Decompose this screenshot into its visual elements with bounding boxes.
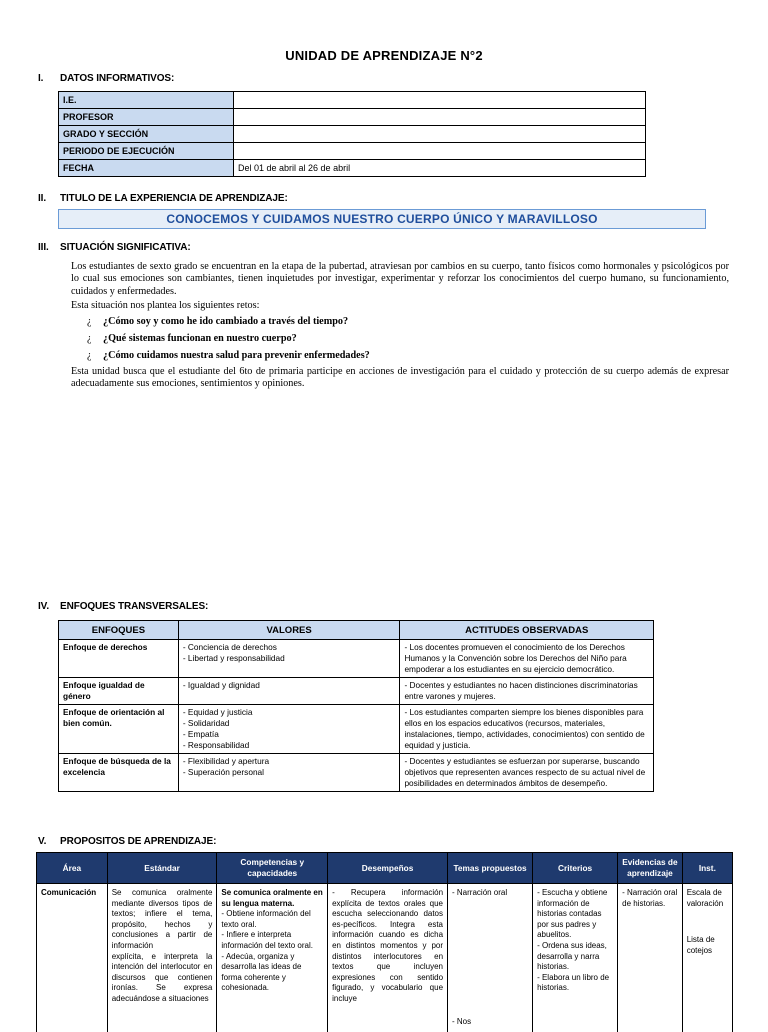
valor-item: - Superación personal — [183, 767, 396, 778]
bullet-icon: ¿ — [87, 350, 103, 362]
valores-cell — [178, 754, 400, 792]
evidencias-cell — [618, 884, 683, 1032]
actitud-cell — [400, 640, 654, 678]
section-heading-situacion: III. SITUACIÓN SIGNIFICATIVA: — [38, 242, 191, 253]
valores-list — [183, 756, 396, 778]
situacion-paragraph-1: Los estudiantes de sexto grado se encuentran en la etapa de la pubertad, atraviesan por cambios en su cuerpo, tanto físicos como hormonales y psicológicos por lo cual sus emociones son cambiantes, tienen inquietudes por investigar, experimentar y reforzar los conocimientos del cuerpo humano, su funcionamiento, cuidados y enfermedades. — [71, 261, 729, 298]
enfoques-header: ENFOQUES — [59, 621, 179, 640]
competencia-title: Se comunica oralmente en su lengua materna. — [221, 888, 323, 909]
valores-list — [183, 642, 396, 664]
datos-value — [234, 109, 646, 126]
capacidad-item: - Infiere e interpreta información del texto oral. — [221, 930, 323, 951]
tema-1: - Narración oral — [452, 888, 528, 899]
propositos-header: Inst. — [682, 853, 732, 884]
valor-item: - Flexibilidad y apertura — [183, 756, 396, 767]
datos-row — [59, 109, 646, 126]
datos-value: Del 01 de abril al 26 de abril — [234, 160, 646, 177]
estandar-text-1: Se comunica oralmente mediante diversos tipos de textos; infiere el tema, propósito, hechos y conclusiones a partir de información — [112, 888, 213, 952]
situacion-body — [71, 261, 729, 390]
enfoque-name: Enfoque de orientación al bien común. — [59, 705, 179, 754]
section-heading-datos: I. DATOS INFORMATIVOS: — [38, 73, 174, 84]
enfoques-row — [59, 640, 654, 678]
actitud-item: - Docentes y estudiantes no hacen distinciones discriminatorias entre varones y mujeres. — [404, 680, 649, 702]
valor-item: - Empatía — [183, 729, 396, 740]
enfoques-header: ACTITUDES OBSERVADAS — [400, 621, 654, 640]
page-title: UNIDAD DE APRENDIZAJE N°2 — [0, 48, 768, 63]
reto-text: ¿Cómo soy y como he ido cambiado a través del tiempo? — [103, 316, 348, 327]
section-heading-titulo: II. TITULO DE LA EXPERIENCIA DE APRENDIZAJE: — [38, 193, 288, 204]
reto-item — [87, 316, 729, 333]
valor-item: - Solidaridad — [183, 718, 396, 729]
propositos-header: Criterios — [533, 853, 618, 884]
datos-row — [59, 126, 646, 143]
datos-value — [234, 143, 646, 160]
datos-label: PROFESOR — [59, 109, 234, 126]
actitud-cell — [400, 705, 654, 754]
valor-item: - Libertad y responsabilidad — [183, 653, 396, 664]
propositos-header: Estándar — [107, 853, 217, 884]
enfoques-row — [59, 754, 654, 792]
valor-item: - Equidad y justicia — [183, 707, 396, 718]
situacion-paragraph-2: Esta situación nos plantea los siguientes retos: — [71, 300, 729, 312]
desempeno-text: - Recupera información explícita de textos orales que escucha seleccionando datos es-pecíficos. Integra esta información cuando es dicha en distintos momentos y por distintos interlocutores en textos que incluyen expresiones con sentido figurado, y vocabulario que incluye — [332, 888, 443, 1005]
enfoque-name: Enfoque de derechos — [59, 640, 179, 678]
propositos-header: Competencias y capacidades — [217, 853, 328, 884]
inst-2: Lista de cotejos — [687, 935, 728, 956]
propositos-header: Evidencias de aprendizaje — [618, 853, 683, 884]
desempenos-cell — [328, 884, 448, 1032]
valores-cell — [178, 678, 400, 705]
enfoques-table — [58, 620, 654, 792]
criterios-list — [537, 888, 613, 994]
retos-list — [87, 316, 729, 367]
experience-title-banner: CONOCEMOS Y CUIDAMOS NUESTRO CUERPO ÚNICO Y MARAVILLOSO — [58, 209, 706, 229]
inst-cell — [682, 884, 732, 1032]
datos-table — [58, 91, 646, 177]
datos-label: PERIODO DE EJECUCIÓN — [59, 143, 234, 160]
valor-item: - Igualdad y dignidad — [183, 680, 396, 691]
enfoques-row — [59, 678, 654, 705]
estandar-cell — [107, 884, 217, 1032]
reto-text: ¿Cómo cuidamos nuestra salud para prevenir enfermedades? — [103, 350, 370, 361]
reto-item — [87, 333, 729, 350]
datos-row — [59, 143, 646, 160]
criterio-item: - Ordena sus ideas, desarrolla y narra historias. — [537, 941, 613, 973]
actitud-item: - Los estudiantes comparten siempre los bienes disponibles para ellos en los espacios educativos (recursos, materiales, instalaciones, tiempo, actividades, conocimientos) con sentido de equidad y justicia. — [404, 707, 649, 751]
valores-cell — [178, 640, 400, 678]
datos-label: I.E. — [59, 92, 234, 109]
datos-value — [234, 92, 646, 109]
inst-1: Escala de valoración — [687, 888, 728, 909]
bullet-icon: ¿ — [87, 333, 103, 345]
propositos-row — [37, 884, 733, 1032]
criterio-item: - Elabora un libro de historias. — [537, 973, 613, 994]
capacidades-list — [221, 909, 323, 994]
datos-label: FECHA — [59, 160, 234, 177]
situacion-paragraph-3: Esta unidad busca que el estudiante del 6to de primaria participe en acciones de investigación para el cuidado y protección de su cuerpo además de expresar adecuadamente sus emociones, sentimientos y opiniones. — [71, 366, 729, 391]
bullet-icon: ¿ — [87, 316, 103, 328]
datos-row — [59, 160, 646, 177]
evidencia-text: - Narración oral de historias. — [622, 888, 678, 909]
valor-item: - Responsabilidad — [183, 740, 396, 751]
actitud-cell — [400, 678, 654, 705]
valores-list — [183, 707, 396, 751]
propositos-header: Temas propuestos — [448, 853, 533, 884]
datos-row — [59, 92, 646, 109]
propositos-header: Desempeños — [328, 853, 448, 884]
actitud-item: - Los docentes promueven el conocimiento de los Derechos Humanos y la Convención sobre los Derechos del Niño para empoderar a los estudiantes en su ejercicio democrático. — [404, 642, 649, 675]
tema-2: - Nos — [452, 1017, 528, 1028]
actitud-cell — [400, 754, 654, 792]
propositos-table — [36, 852, 733, 1032]
section-heading-enfoques: IV. ENFOQUES TRANSVERSALES: — [38, 601, 208, 612]
competencias-cell — [217, 884, 328, 1032]
valores-list — [183, 680, 396, 691]
enfoque-name: Enfoque de búsqueda de la excelencia — [59, 754, 179, 792]
criterio-item: - Escucha y obtiene información de historias contadas por sus padres y abuelitos. — [537, 888, 613, 941]
reto-item — [87, 350, 729, 367]
valor-item: - Conciencia de derechos — [183, 642, 396, 653]
criterios-cell — [533, 884, 618, 1032]
actitud-item: - Docentes y estudiantes se esfuerzan por superarse, buscando objetivos que representen avances respecto de su actual nivel de posibilidades en determinados ámbitos de desempeño. — [404, 756, 649, 789]
section-heading-propositos: V. PROPOSITOS DE APRENDIZAJE: — [38, 836, 216, 847]
enfoques-row — [59, 705, 654, 754]
estandar-text-2: explícita, e interpreta la intención del interlocutor en discursos que contienen ironías. Se expresa adecuándose a situaciones — [112, 952, 213, 1005]
enfoque-name: Enfoque igualdad de género — [59, 678, 179, 705]
actitud-list — [404, 756, 649, 789]
actitud-list — [404, 707, 649, 751]
propositos-header: Área — [37, 853, 108, 884]
datos-value — [234, 126, 646, 143]
enfoques-header: VALORES — [178, 621, 400, 640]
capacidad-item: - Adecúa, organiza y desarrolla las ideas de forma coherente y cohesionada. — [221, 952, 323, 994]
area-cell: Comunicación — [37, 884, 108, 1032]
actitud-list — [404, 642, 649, 675]
actitud-list — [404, 680, 649, 702]
temas-cell — [448, 884, 533, 1032]
valores-cell — [178, 705, 400, 754]
datos-label: GRADO Y SECCIÓN — [59, 126, 234, 143]
reto-text: ¿Qué sistemas funcionan en nuestro cuerpo? — [103, 333, 297, 344]
capacidad-item: - Obtiene información del texto oral. — [221, 909, 323, 930]
